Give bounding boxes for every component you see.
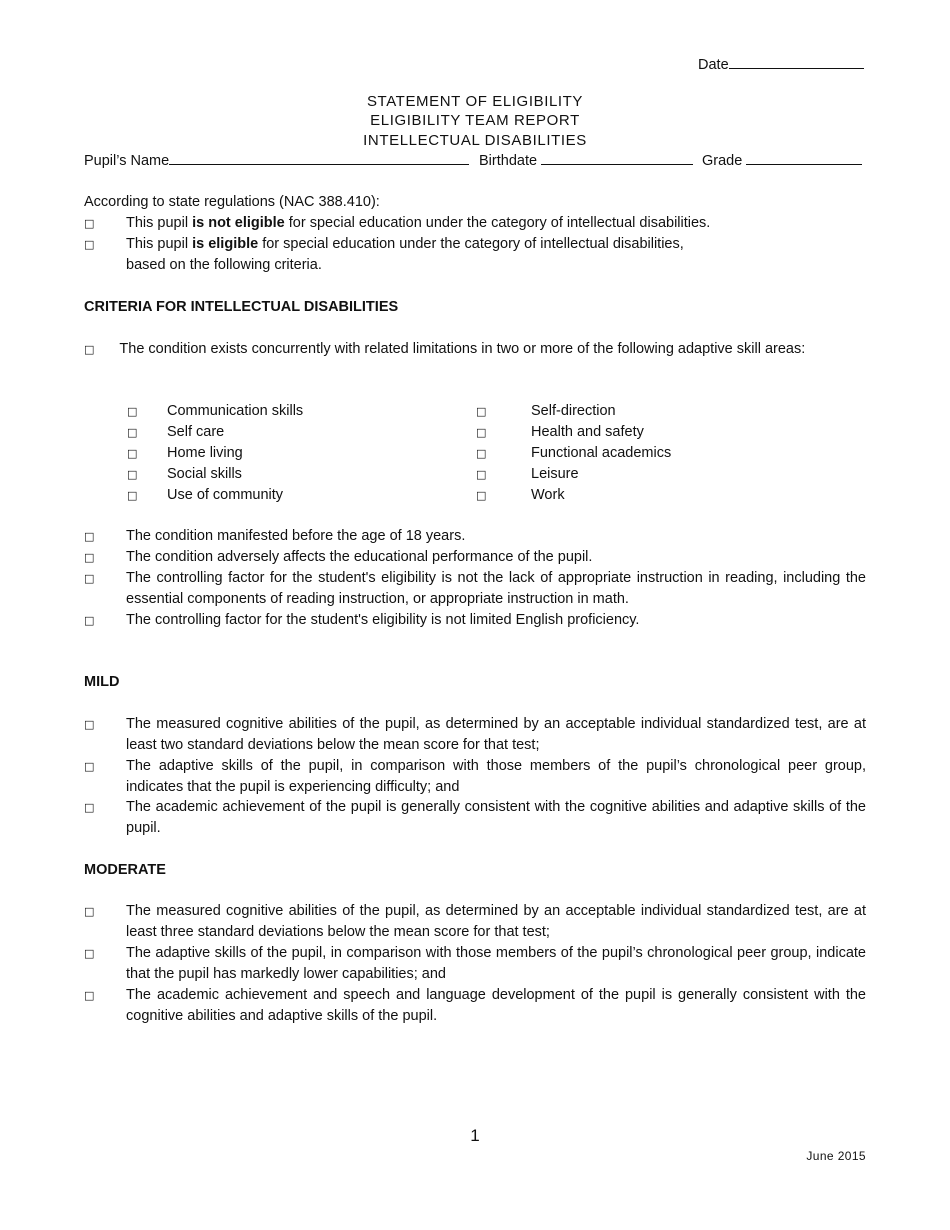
condition-age[interactable]: [84, 526, 866, 547]
mild-heading: MILD: [84, 674, 120, 690]
checkbox-icon[interactable]: □: [84, 551, 95, 564]
checkbox-icon[interactable]: □: [127, 489, 138, 502]
birthdate-label: Birthdate: [479, 153, 538, 169]
date-label: Date: [698, 57, 729, 73]
moderate-item-academic[interactable]: [84, 985, 866, 1027]
checkbox-icon[interactable]: □: [476, 426, 487, 439]
condition-text: The condition manifested before the age of 18 years.: [126, 528, 466, 544]
condition-performance[interactable]: [84, 547, 866, 568]
checkbox-icon[interactable]: □: [84, 947, 95, 960]
skill-label: Leisure: [531, 466, 579, 482]
grade-field[interactable]: [702, 151, 862, 172]
date-field[interactable]: [698, 55, 864, 76]
grade-label: Grade: [702, 153, 743, 169]
page-number: 1: [470, 1126, 480, 1145]
grade-line[interactable]: [746, 163, 862, 165]
moderate-item-text: The adaptive skills of the pupil, in comparison with those members of the pupil’s chronological peer group, indicate that the pupil has markedly lower capabilities; and: [126, 945, 866, 982]
checkbox-icon[interactable]: □: [476, 468, 487, 481]
checkbox-icon[interactable]: □: [127, 426, 138, 439]
checkbox-icon[interactable]: □: [127, 468, 138, 481]
moderate-item-adaptive[interactable]: [84, 943, 866, 985]
pupil-name-field[interactable]: [84, 151, 469, 172]
skill-label: Self care: [167, 424, 225, 440]
mild-item-adaptive[interactable]: [84, 756, 866, 798]
moderate-item-cognitive[interactable]: [84, 901, 866, 943]
birthdate-field[interactable]: [479, 151, 693, 172]
title-line-3: INTELLECTUAL DISABILITIES: [363, 132, 587, 149]
checkbox-icon[interactable]: □: [84, 760, 95, 773]
revision-date: June 2015: [806, 1149, 866, 1163]
condition-text: The controlling factor for the student's eligibility is not limited English proficiency.: [126, 612, 640, 628]
skill-label: Health and safety: [531, 424, 644, 440]
checkbox-icon[interactable]: □: [84, 801, 95, 814]
condition-text: The condition adversely affects the educational performance of the pupil.: [126, 549, 593, 565]
checkbox-icon[interactable]: □: [84, 343, 95, 356]
checkbox-icon[interactable]: □: [84, 989, 95, 1002]
checkbox-icon[interactable]: □: [84, 530, 95, 543]
mild-item-text: The academic achievement of the pupil is generally consistent with the cognitive abilities and adaptive skills of the pupil.: [126, 799, 866, 836]
checkbox-icon[interactable]: □: [127, 405, 138, 418]
eligible-text-end: for special education under the category of intellectual disabilities,: [258, 236, 684, 252]
birthdate-line[interactable]: [541, 163, 693, 165]
concurrent-limitations-option[interactable]: [84, 339, 866, 360]
mild-item-cognitive[interactable]: [84, 714, 866, 756]
checkbox-icon[interactable]: □: [476, 405, 487, 418]
not-eligible-text-start: This pupil: [126, 215, 193, 231]
title-line-1: STATEMENT OF ELIGIBILITY: [366, 93, 584, 110]
skill-label: Work: [531, 487, 565, 503]
checkbox-icon[interactable]: □: [84, 217, 95, 230]
checkbox-icon[interactable]: □: [476, 489, 487, 502]
eligible-text-start: This pupil: [126, 236, 193, 252]
title-line-2: ELIGIBILITY TEAM REPORT: [370, 112, 580, 129]
checkbox-icon[interactable]: □: [84, 614, 95, 627]
checkbox-icon[interactable]: □: [84, 905, 95, 918]
skill-label: Functional academics: [531, 445, 672, 461]
skill-label: Home living: [167, 445, 243, 461]
mild-item-text: The adaptive skills of the pupil, in comparison with those members of the pupil’s chronological peer group, indicates that the pupil is experiencing difficulty; and: [126, 758, 866, 795]
condition-instruction[interactable]: [84, 568, 866, 610]
checkbox-icon[interactable]: □: [84, 718, 95, 731]
skill-label: Social skills: [167, 466, 242, 482]
pupil-name-label: Pupil’s Name: [84, 153, 170, 169]
date-line[interactable]: [729, 67, 864, 69]
moderate-heading: MODERATE: [84, 862, 166, 878]
eligible-option[interactable]: [84, 234, 866, 276]
criteria-heading: CRITERIA FOR INTELLECTUAL DISABILITIES: [84, 299, 399, 315]
regulation-text: According to state regulations (NAC 388.410):: [84, 194, 380, 210]
skill-label: Use of community: [167, 487, 284, 503]
not-eligible-text-end: for special education under the category of intellectual disabilities.: [284, 215, 711, 231]
concurrent-limitations-text: The condition exists concurrently with related limitations in two or more of the following adaptive skill areas:: [119, 341, 806, 357]
eligible-text-line2: based on the following criteria.: [126, 257, 322, 273]
checkbox-icon[interactable]: □: [476, 447, 487, 460]
skill-label: Communication skills: [167, 403, 304, 419]
mild-item-academic[interactable]: [84, 797, 866, 839]
not-eligible-option[interactable]: [84, 213, 866, 234]
moderate-item-text: The academic achievement and speech and language development of the pupil is generally consistent with the cognitive abilities and adaptive skills of the pupil.: [126, 987, 866, 1024]
condition-text: The controlling factor for the student's eligibility is not the lack of appropriate instruction in reading, including the essential components of reading instruction, or appropriate instruction in math.: [126, 570, 866, 607]
skill-label: Self-direction: [531, 403, 616, 419]
checkbox-icon[interactable]: □: [127, 447, 138, 460]
condition-english[interactable]: [84, 610, 866, 631]
checkbox-icon[interactable]: □: [84, 572, 95, 585]
moderate-item-text: The measured cognitive abilities of the pupil, as determined by an acceptable individual standardized test, are at least three standard deviations below the mean score for that test;: [126, 903, 866, 940]
not-eligible-emphasis: is not eligible: [192, 215, 285, 231]
pupil-name-line[interactable]: [169, 163, 469, 165]
checkbox-icon[interactable]: □: [84, 238, 95, 251]
eligible-emphasis: is eligible: [192, 236, 259, 252]
mild-item-text: The measured cognitive abilities of the pupil, as determined by an acceptable individual standardized test, are at least two standard deviations below the mean score for that test;: [126, 716, 866, 753]
